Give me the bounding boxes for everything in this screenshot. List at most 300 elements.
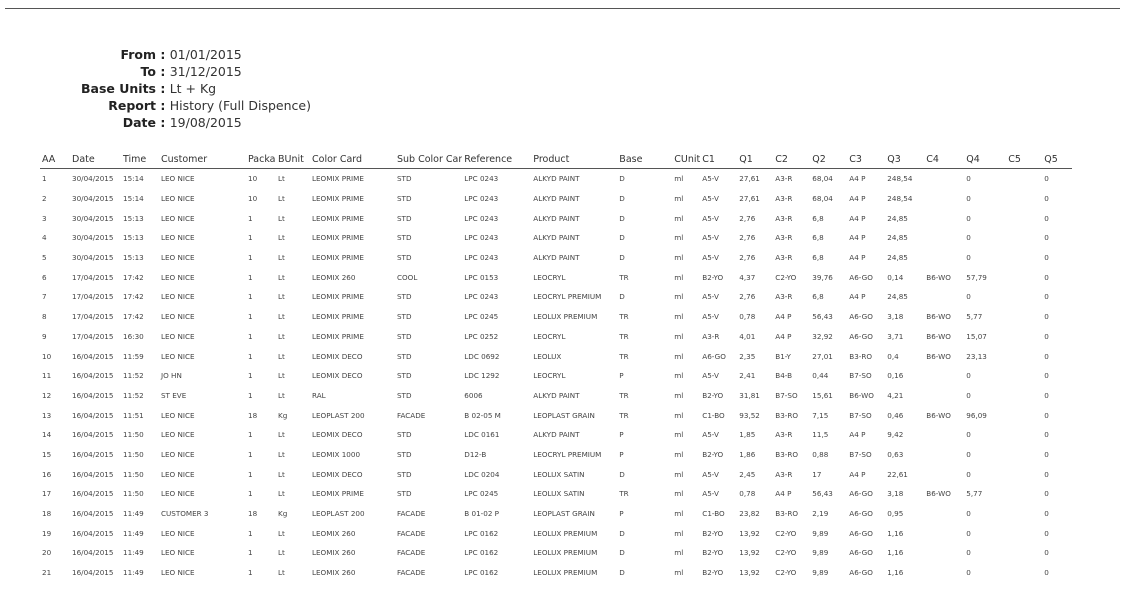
table-cell: A4 P	[775, 331, 792, 341]
table-cell: 2,76	[739, 253, 756, 263]
table-cell: A5-V	[702, 174, 719, 184]
table-cell: 27,61	[739, 174, 760, 184]
table-cell	[1006, 405, 1042, 425]
table-cell: 1	[248, 331, 253, 341]
table-cell: LEO NICE	[161, 410, 195, 420]
table-cell: B2-YO	[702, 568, 724, 578]
table-cell: LEO NICE	[161, 253, 195, 263]
table-cell: A4 P	[849, 174, 866, 184]
table-header	[40, 150, 1072, 169]
table-cell: 5	[42, 253, 47, 263]
table-cell: Lt	[278, 174, 285, 184]
table-cell: 1,16	[887, 568, 904, 578]
table-cell: ml	[674, 292, 684, 302]
table-row	[40, 386, 1072, 406]
param-value: 31/12/2015	[169, 64, 242, 79]
table-cell: 0	[966, 213, 971, 223]
table-cell: 9,89	[812, 548, 829, 558]
table-row	[40, 327, 1072, 347]
column-header: CUnit	[672, 150, 700, 169]
table-cell: 11:50	[123, 449, 144, 459]
table-cell: STD	[397, 312, 412, 322]
table-cell: LEOPLAST GRAIN	[533, 410, 595, 420]
table-cell: 15:14	[123, 194, 144, 204]
column-header: Reference	[462, 150, 531, 169]
table-cell: LEOMIX PRIME	[312, 331, 364, 341]
table-cell: Lt	[278, 390, 285, 400]
column-header: Q4	[964, 150, 1006, 169]
table-cell: 6,8	[812, 292, 824, 302]
table-cell: 16/04/2015	[72, 390, 114, 400]
table-cell: B3-RO	[775, 410, 799, 420]
table-cell: 0	[966, 292, 971, 302]
table-cell: C1-BO	[702, 509, 725, 519]
table-cell: ml	[674, 331, 684, 341]
table-cell: 15:13	[123, 253, 144, 263]
table-cell: ALKYD PAINT	[533, 233, 580, 243]
table-cell: A5-V	[702, 469, 719, 479]
column-header: Customer	[159, 150, 246, 169]
table-cell: 18	[248, 410, 258, 420]
table-cell: 11:49	[123, 509, 144, 519]
table-cell: 56,43	[812, 489, 833, 499]
table-cell: 2,19	[812, 509, 829, 519]
table-cell	[1006, 484, 1042, 504]
table-cell: 24,85	[887, 253, 908, 263]
table-cell: A6-GO	[849, 312, 873, 322]
table-cell: 22,61	[887, 469, 908, 479]
param-to: To : 31/12/2015	[70, 63, 370, 80]
table-row	[40, 208, 1072, 228]
param-base-units: Base Units : Lt + Kg	[70, 80, 370, 97]
table-cell: 27,01	[812, 351, 833, 361]
table-cell: LEOLUX PREMIUM	[533, 568, 598, 578]
table-cell: LEOMIX PRIME	[312, 233, 364, 243]
table-cell: ml	[674, 528, 684, 538]
table-cell: 0	[1044, 430, 1049, 440]
table-cell: 30/04/2015	[72, 213, 114, 223]
table-cell	[924, 248, 964, 268]
table-cell: 15	[42, 449, 52, 459]
table-cell: 57,79	[966, 272, 987, 282]
table-cell: STD	[397, 233, 412, 243]
table-cell: LEO NICE	[161, 292, 195, 302]
table-cell: ml	[674, 194, 684, 204]
table-cell: STD	[397, 489, 412, 499]
table-cell: 0	[1044, 548, 1049, 558]
table-cell: 248,54	[887, 174, 913, 184]
table-cell: 16/04/2015	[72, 509, 114, 519]
table-cell	[1006, 267, 1042, 287]
table-cell: 0,14	[887, 272, 904, 282]
table-cell: B7-SO	[849, 371, 872, 381]
table-row	[40, 228, 1072, 248]
table-cell: LEOPLAST GRAIN	[533, 509, 595, 519]
table-cell: LPC 0243	[464, 194, 499, 204]
table-cell: 17:42	[123, 312, 144, 322]
report-parameters	[70, 46, 370, 131]
table-cell: A5-V	[702, 233, 719, 243]
table-cell: B2-YO	[702, 449, 724, 459]
table-cell: LEO NICE	[161, 430, 195, 440]
table-cell: 0	[966, 174, 971, 184]
table-cell: 7	[42, 292, 47, 302]
table-cell: LEOMIX DECO	[312, 351, 363, 361]
table-cell: 0	[966, 548, 971, 558]
table-cell: A5-V	[702, 194, 719, 204]
column-header: Product	[531, 150, 617, 169]
table-cell: 0	[1044, 272, 1049, 282]
table-cell: 24,85	[887, 292, 908, 302]
table-cell: ml	[674, 548, 684, 558]
table-cell	[1006, 169, 1042, 189]
table-cell: 4	[42, 233, 47, 243]
table-cell: 3,18	[887, 489, 904, 499]
table-cell: LEO NICE	[161, 331, 195, 341]
table-cell: 1	[248, 449, 253, 459]
table-cell: 3,71	[887, 331, 904, 341]
table-cell: 0	[1044, 390, 1049, 400]
table-cell: Lt	[278, 312, 285, 322]
table-cell: B6-WO	[926, 312, 951, 322]
table-row	[40, 484, 1072, 504]
table-row	[40, 307, 1072, 327]
table-cell: ml	[674, 351, 684, 361]
table-cell: B6-WO	[926, 272, 951, 282]
table-cell: STD	[397, 430, 412, 440]
table-body	[40, 169, 1072, 583]
table-cell: TR	[619, 272, 629, 282]
table-cell: STD	[397, 469, 412, 479]
table-cell: LPC 0162	[464, 548, 499, 558]
table-cell: LDC 1292	[464, 371, 500, 381]
table-cell: 0,16	[887, 371, 904, 381]
table-cell: LEOMIX PRIME	[312, 194, 364, 204]
param-label: Date	[122, 115, 156, 130]
column-header: Date	[70, 150, 121, 169]
column-header: C1	[700, 150, 737, 169]
table-cell: COOL	[397, 272, 418, 282]
table-cell	[1006, 366, 1042, 386]
table-cell: LEOMIX PRIME	[312, 292, 364, 302]
table-cell: 15:14	[123, 174, 144, 184]
table-cell: A4 P	[849, 233, 866, 243]
table-cell	[924, 464, 964, 484]
table-cell: STD	[397, 351, 412, 361]
table-cell: B3-RO	[775, 509, 799, 519]
table-cell: 11,5	[812, 430, 829, 440]
table-cell: Lt	[278, 331, 285, 341]
table-row	[40, 366, 1072, 386]
table-cell	[1006, 563, 1042, 583]
column-header: Base	[617, 150, 672, 169]
table-cell: 17:42	[123, 292, 144, 302]
table-cell: P	[619, 509, 624, 519]
table-cell: 0	[1044, 233, 1049, 243]
table-cell: 0,95	[887, 509, 904, 519]
table-cell: LPC 0243	[464, 253, 499, 263]
table-cell	[924, 563, 964, 583]
table-cell: ALKYD PAINT	[533, 390, 580, 400]
table-cell: LEO NICE	[161, 351, 195, 361]
table-cell: 15,07	[966, 331, 987, 341]
table-cell: A3-R	[775, 174, 793, 184]
table-row	[40, 543, 1072, 563]
table-cell: 0	[966, 568, 971, 578]
table-cell: 17:42	[123, 272, 144, 282]
table-cell: A6-GO	[849, 548, 873, 558]
table-cell: STD	[397, 253, 412, 263]
table-cell: A5-V	[702, 292, 719, 302]
table-cell: 24,85	[887, 213, 908, 223]
table-cell: 0	[1044, 410, 1049, 420]
table-cell: Kg	[278, 509, 288, 519]
table-cell: B 01-02 P	[464, 509, 500, 519]
table-cell: A6-GO	[849, 568, 873, 578]
table-cell: A5-V	[702, 312, 719, 322]
table-cell: A6-GO	[702, 351, 726, 361]
table-cell: 248,54	[887, 194, 913, 204]
table-cell: 14	[42, 430, 52, 440]
table-cell: LEOMIX DECO	[312, 469, 363, 479]
table-cell	[1006, 346, 1042, 366]
table-cell: LEOLUX	[533, 351, 562, 361]
table-cell: D	[619, 528, 625, 538]
table-cell: ml	[674, 390, 684, 400]
table-cell: STD	[397, 194, 412, 204]
table-cell: LEOMIX 260	[312, 272, 356, 282]
table-cell: 6,8	[812, 233, 824, 243]
table-cell: B7-SO	[849, 449, 872, 459]
table-cell: D	[619, 213, 625, 223]
table-cell: 0	[1044, 194, 1049, 204]
table-cell: LEOLUX PREMIUM	[533, 528, 598, 538]
table-row	[40, 425, 1072, 445]
table-cell: 2,76	[739, 233, 756, 243]
table-cell: D	[619, 548, 625, 558]
table-cell: 1	[248, 568, 253, 578]
table-cell: 3,18	[887, 312, 904, 322]
table-cell: 21	[42, 568, 52, 578]
table-cell: 1	[248, 233, 253, 243]
table-cell: 0,46	[887, 410, 904, 420]
param-value: 01/01/2015	[169, 47, 242, 62]
table-cell: LEOMIX PRIME	[312, 489, 364, 499]
table-cell: 2,35	[739, 351, 756, 361]
table-cell: 11:51	[123, 410, 144, 420]
table-cell: ml	[674, 509, 684, 519]
table-cell: 68,04	[812, 174, 833, 184]
table-row	[40, 267, 1072, 287]
table-cell: B 02-05 M	[464, 410, 501, 420]
table-cell	[1006, 464, 1042, 484]
param-date: Date : 19/08/2015	[70, 114, 370, 131]
table-row	[40, 523, 1072, 543]
table-cell	[1006, 248, 1042, 268]
table-cell: A4 P	[775, 312, 792, 322]
table-cell: 0	[966, 509, 971, 519]
table-cell: LEOCRYL	[533, 272, 566, 282]
table-cell: 16/04/2015	[72, 469, 114, 479]
table-cell: A4 P	[849, 253, 866, 263]
table-cell: LEOMIX 260	[312, 528, 356, 538]
table-cell: STD	[397, 292, 412, 302]
table-cell: B4-B	[775, 371, 793, 381]
table-cell: LPC 0245	[464, 312, 499, 322]
table-cell: A4 P	[775, 489, 792, 499]
table-cell: 16	[42, 469, 52, 479]
table-cell: 15:13	[123, 233, 144, 243]
table-cell: 0	[1044, 213, 1049, 223]
table-row	[40, 405, 1072, 425]
column-header: BUnit	[276, 150, 310, 169]
table-cell: 9,42	[887, 430, 904, 440]
table-cell: D	[619, 233, 625, 243]
table-cell: Lt	[278, 253, 285, 263]
table-cell: 3	[42, 213, 47, 223]
table-cell: FACADE	[397, 548, 426, 558]
table-cell: P	[619, 449, 624, 459]
table-cell: 6	[42, 272, 47, 282]
table-cell: 6,8	[812, 213, 824, 223]
table-cell: LEOMIX 1000	[312, 449, 361, 459]
table-cell	[924, 543, 964, 563]
table-cell: 0	[966, 430, 971, 440]
table-cell	[924, 287, 964, 307]
table-cell: TR	[619, 312, 629, 322]
column-header: C2	[773, 150, 810, 169]
table-cell	[924, 523, 964, 543]
table-cell: 0,88	[812, 449, 829, 459]
table-cell: 2,45	[739, 469, 756, 479]
table-cell: FACADE	[397, 509, 426, 519]
table-cell: ALKYD PAINT	[533, 194, 580, 204]
table-cell: A6-GO	[849, 331, 873, 341]
table-cell: LEO NICE	[161, 528, 195, 538]
table-cell: 0	[1044, 489, 1049, 499]
table-cell	[1006, 307, 1042, 327]
table-cell: TR	[619, 489, 629, 499]
table-cell: A4 P	[849, 292, 866, 302]
param-value: Lt + Kg	[169, 81, 217, 96]
table-cell: 0,44	[812, 371, 829, 381]
table-cell: LPC 0245	[464, 489, 499, 499]
table-cell: A6-GO	[849, 528, 873, 538]
table-cell: 4,21	[887, 390, 904, 400]
table-cell: STD	[397, 331, 412, 341]
table-cell: LPC 0243	[464, 213, 499, 223]
table-cell: A4 P	[849, 469, 866, 479]
table-cell: ALKYD PAINT	[533, 174, 580, 184]
table-cell: RAL	[312, 390, 326, 400]
table-cell: 0,63	[887, 449, 904, 459]
table-row	[40, 346, 1072, 366]
table-cell: LEOLUX SATIN	[533, 489, 585, 499]
table-cell: A3-R	[775, 430, 793, 440]
table-cell: 23,13	[966, 351, 987, 361]
column-header: AA	[40, 150, 70, 169]
table-cell: 17	[42, 489, 52, 499]
table-cell: LDC 0204	[464, 469, 500, 479]
table-cell: LEO NICE	[161, 213, 195, 223]
table-cell: A3-R	[775, 253, 793, 263]
table-cell: FACADE	[397, 528, 426, 538]
column-header: Sub Color Car	[395, 150, 462, 169]
table-cell: A5-V	[702, 489, 719, 499]
table-cell: ml	[674, 449, 684, 459]
table-cell: LEOMIX DECO	[312, 430, 363, 440]
table-cell: ALKYD PAINT	[533, 430, 580, 440]
table-cell: 9,89	[812, 528, 829, 538]
column-header: Packa	[246, 150, 276, 169]
column-header: Q5	[1042, 150, 1072, 169]
table-cell	[924, 189, 964, 209]
table-cell: 7,15	[812, 410, 829, 420]
table-cell: LEOPLAST 200	[312, 509, 365, 519]
table-cell: C2-YO	[775, 548, 797, 558]
table-cell: LEO NICE	[161, 272, 195, 282]
table-cell: ml	[674, 489, 684, 499]
table-cell: 23,82	[739, 509, 760, 519]
table-cell: Lt	[278, 469, 285, 479]
table-cell: JO HN	[161, 371, 182, 381]
table-cell: 0	[966, 233, 971, 243]
table-cell: STD	[397, 371, 412, 381]
table-cell: 16/04/2015	[72, 548, 114, 558]
table-cell: 93,52	[739, 410, 760, 420]
table-cell: 0	[1044, 174, 1049, 184]
table-cell	[1006, 287, 1042, 307]
table-cell: ml	[674, 213, 684, 223]
table-cell: 2,76	[739, 213, 756, 223]
table-cell: 0	[1044, 312, 1049, 322]
table-cell: ml	[674, 568, 684, 578]
table-cell: LEO NICE	[161, 233, 195, 243]
table-cell: LEOLUX PREMIUM	[533, 312, 598, 322]
table-cell: TR	[619, 331, 629, 341]
table-cell: 0	[1044, 351, 1049, 361]
table-cell	[924, 208, 964, 228]
table-cell: LEO NICE	[161, 174, 195, 184]
table-cell: LEO NICE	[161, 568, 195, 578]
table-cell: 16/04/2015	[72, 410, 114, 420]
table-cell: 0	[966, 390, 971, 400]
table-cell: ml	[674, 430, 684, 440]
table-cell: 0	[1044, 509, 1049, 519]
table-cell: LEO NICE	[161, 469, 195, 479]
table-cell: 20	[42, 548, 52, 558]
table-cell	[1006, 208, 1042, 228]
table-cell: 0	[1044, 568, 1049, 578]
table-cell: 96,09	[966, 410, 987, 420]
table-cell: LEOMIX 260	[312, 568, 356, 578]
table-cell: LPC 0153	[464, 272, 499, 282]
table-cell: 16/04/2015	[72, 528, 114, 538]
table-cell: 0	[966, 253, 971, 263]
table-cell: D	[619, 174, 625, 184]
column-header: C5	[1006, 150, 1042, 169]
table-cell: C2-YO	[775, 528, 797, 538]
table-cell: 16/04/2015	[72, 449, 114, 459]
table-row	[40, 445, 1072, 465]
table-cell: 30/04/2015	[72, 174, 114, 184]
table-cell: LPC 0243	[464, 233, 499, 243]
table-cell: P	[619, 430, 624, 440]
table-cell: 16/04/2015	[72, 568, 114, 578]
table-cell: 11:59	[123, 351, 144, 361]
table-cell: 9	[42, 331, 47, 341]
param-value: 19/08/2015	[169, 115, 242, 130]
